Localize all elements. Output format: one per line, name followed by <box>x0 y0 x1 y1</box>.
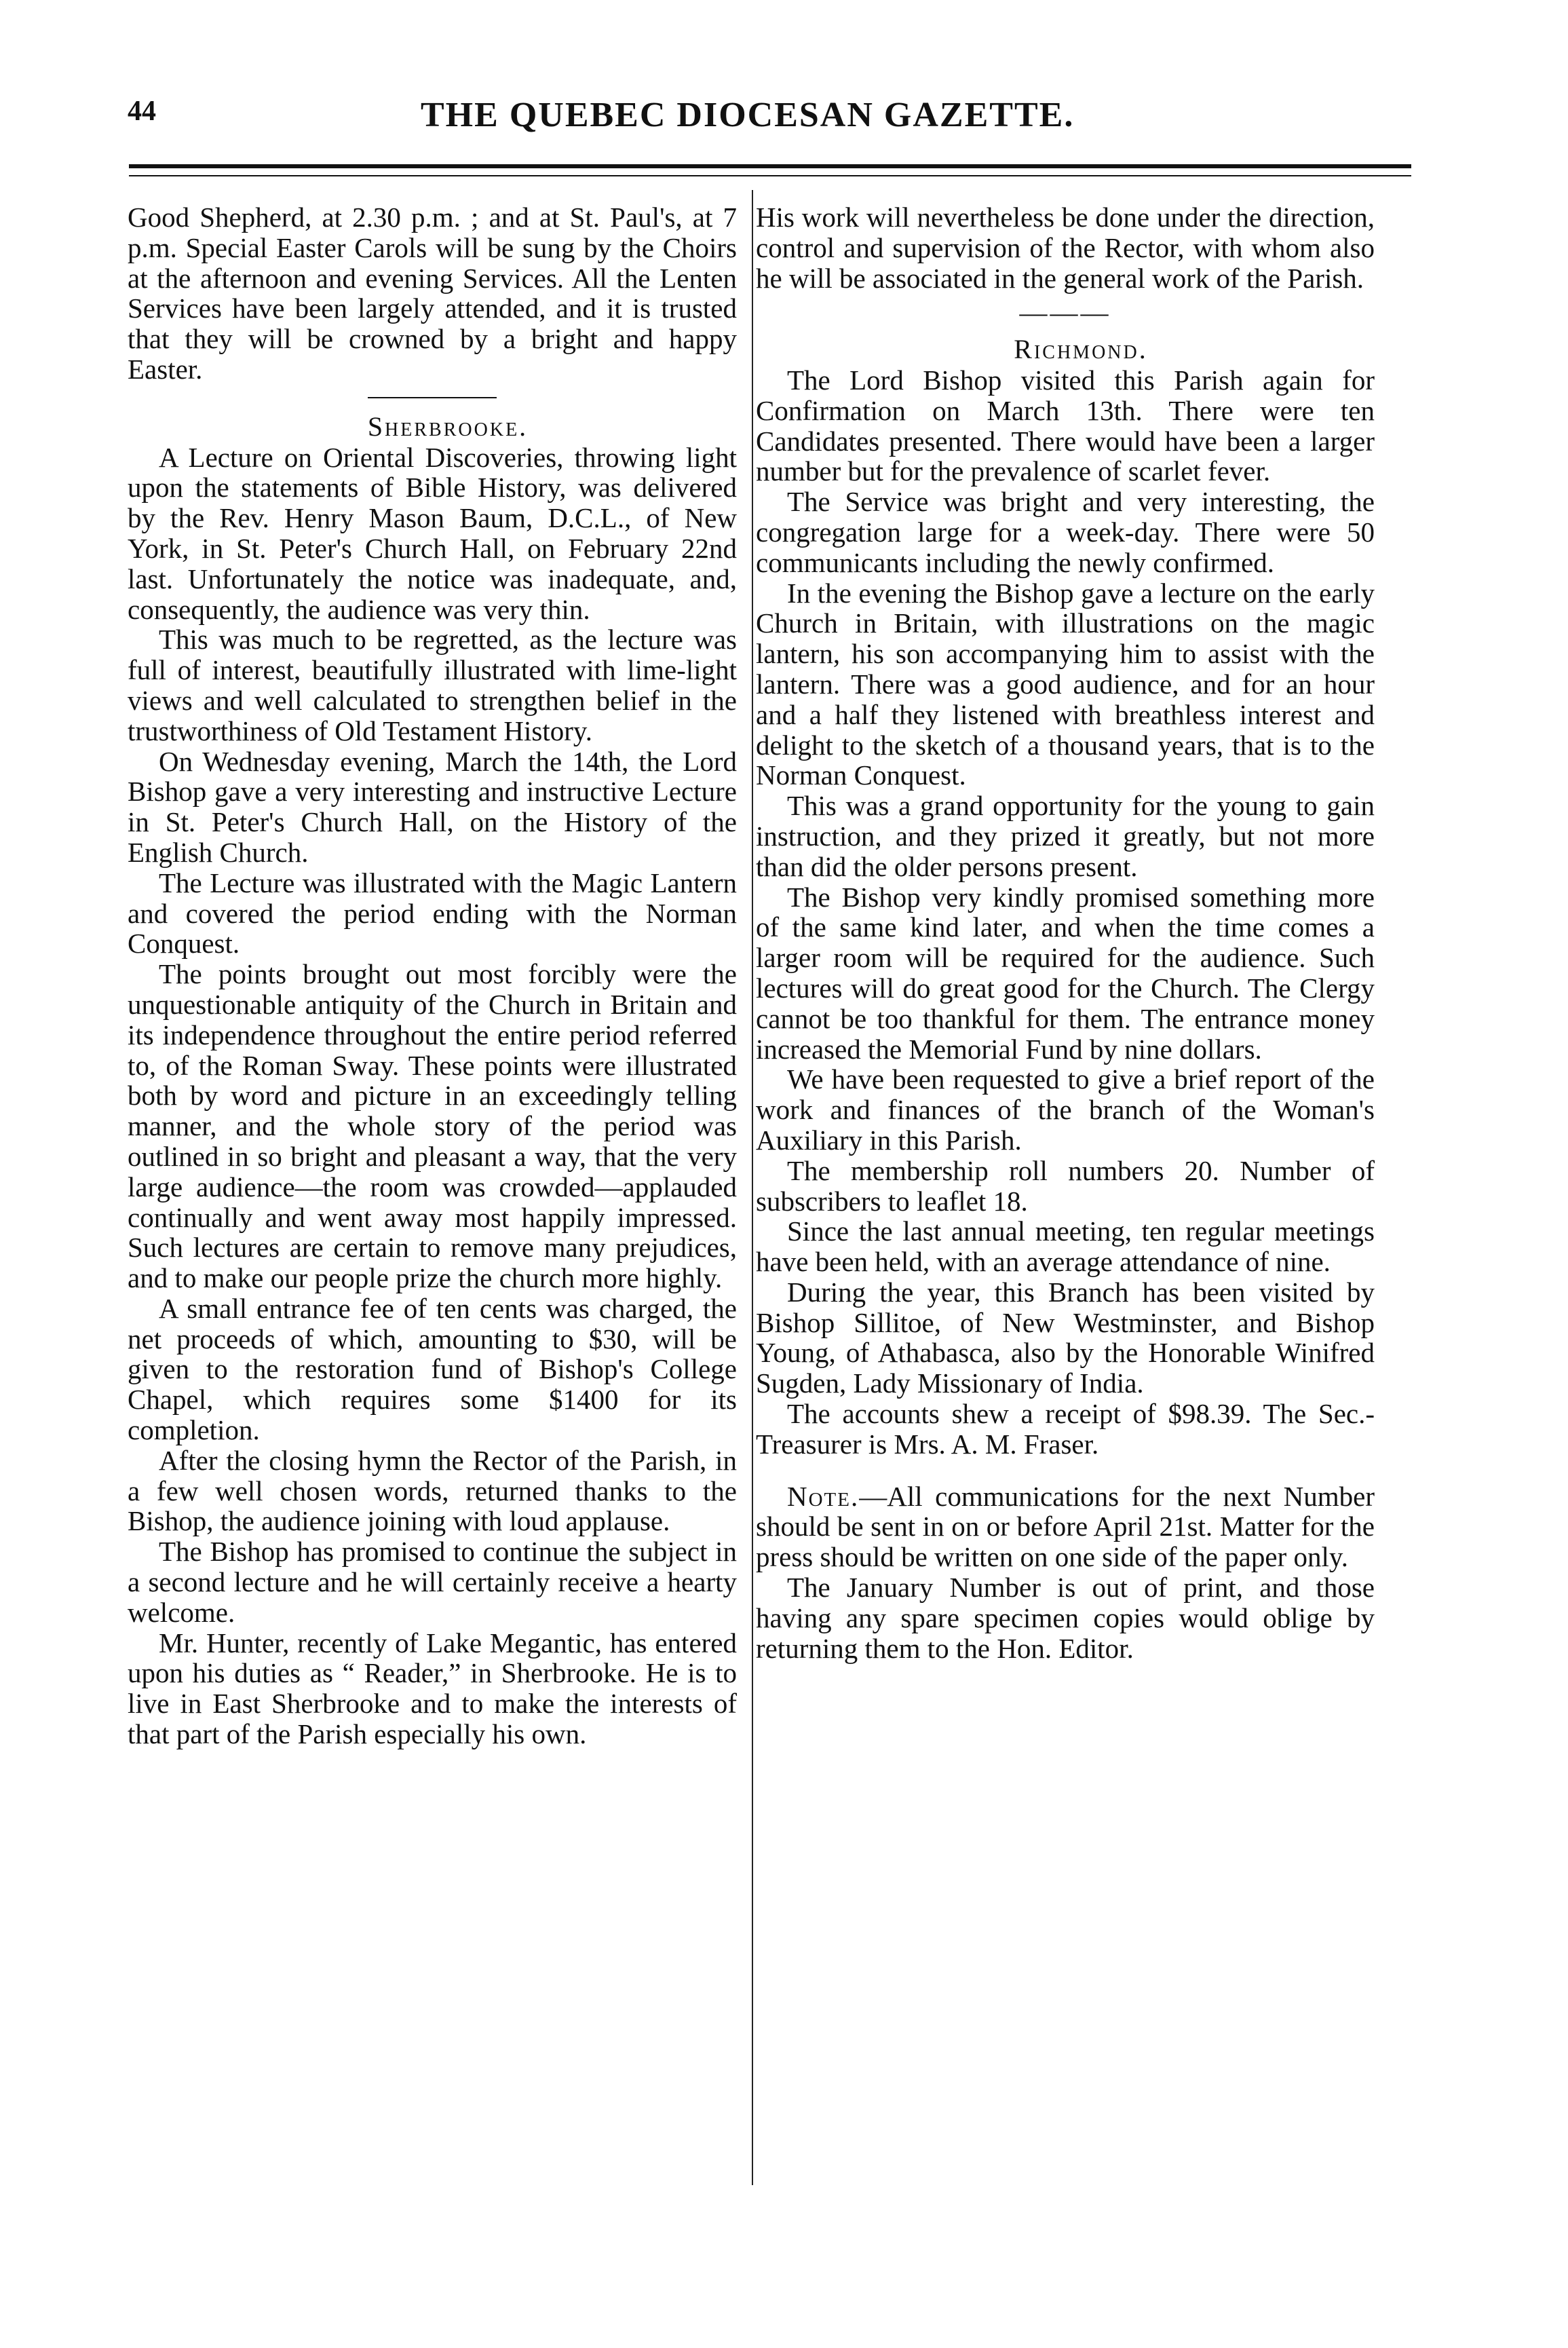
page-number: 44 <box>128 96 156 127</box>
right-paragraph-4: In the evening the Bishop gave a lecture on the early Church in Britain, with illustrations on the magic lantern, his son accompanying him to assist with the lantern. There was a good audience, and for an hour and a half they listened with breathless interest and delight to the sketch of a thousand years, that is to the Norman Conquest. <box>756 577 1375 791</box>
left-paragraph-2: A Lecture on Oriental Discoveries, throwing light upon the statements of Bible History, was delivered by the Rev. Henry Mason Baum, D.C.L., of New York, in St. Peter's Church Hall, on February 22nd last. Unfortunately the notice was inadequate, and, consequently, the audience was very thin. <box>128 441 737 625</box>
right-paragraph-7: We have been requested to give a brief report of the work and finances of the branch of the Woman's Auxiliary in this Parish. <box>756 1063 1375 1156</box>
right-paragraph-11: The accounts shew a receipt of $98.39. The Sec.-Treasurer is Mrs. A. M. Fraser. <box>756 1398 1375 1460</box>
right-paragraph-2: The Lord Bishop visited this Parish again for Confirmation on March 13th. There were ten Candidates presented. There would have been a larger number but for the prevalence of scarlet fever. <box>756 364 1375 487</box>
section-heading-richmond: Richmond. <box>1014 334 1148 365</box>
editor-note <box>756 1481 1375 1572</box>
left-paragraph-4: On Wednesday evening, March the 14th, the Lord Bishop gave a very interesting and instructive Lecture in St. Peter's Church Hall, on the History of the English Church. <box>128 745 737 868</box>
left-paragraph-1: Good Shepherd, at 2.30 p.m. ; and at St. Paul's, at 7 p.m. Special Easter Carols will be sung by the Choirs at the afternoon and evening Services. All the Lenten Services have been largely attended, and it is trusted that they will be crowned by a bright and happy Easter. <box>128 202 737 385</box>
section-separator <box>368 397 497 398</box>
left-paragraph-3: This was much to be regretted, as the lecture was full of interest, beautifully illustrated with lime-light views and well calculated to strengthen belief in the trustworthiness of Old Testament History. <box>128 624 737 746</box>
left-paragraph-6: The points brought out most forcibly were the unquestionable antiquity of the Church in Britain and its independence throughout the entire period referred to, of the Roman Sway. These points were illustrated both by word and picture in an exceedingly telling manner, and the whole story of the period was outlined in so bright and pleasant a way, that the very large audience—the room was crowded—applauded continually and went away most happily impressed. Such lectures are certain to remove many prejudices, and to make our people prize the church more highly. <box>128 958 737 1294</box>
section-heading-sherbrooke: Sherbrooke. <box>367 411 529 442</box>
note-text: —All communications for the next Number should be sent in on or before April 21st. Matter for the press should be written on one side of the paper only. <box>756 1480 1375 1573</box>
section-divider-dashes: ——— <box>1019 297 1111 328</box>
header-rule-thin <box>129 175 1411 176</box>
column-divider <box>752 190 753 2185</box>
running-title: THE QUEBEC DIOCESAN GAZETTE. <box>421 96 1075 134</box>
right-paragraph-6: The Bishop very kindly promised something more of the same kind later, and when the time comes a larger room will be required for the audience. Such lectures will do great good for the Church. The Clergy cannot be too thankful for them. The entrance money increased the Memorial Fund by nine dollars. <box>756 881 1375 1065</box>
right-paragraph-12: The January Number is out of print, and those having any spare specimen copies would oblige by returning them to the Hon. Editor. <box>756 1572 1375 1664</box>
spacer <box>756 1460 1375 1481</box>
right-paragraph-1: His work will nevertheless be done under the direction, control and supervision of the Rector, with whom also he will be associated in the general work of the Parish. <box>756 202 1375 294</box>
left-paragraph-10: Mr. Hunter, recently of Lake Megantic, has entered upon his duties as “ Reader,” in Sherbrooke. He is to live in East Sherbrooke and to make the interests of that part of the Parish especially his own. <box>128 1627 737 1750</box>
header-rule-thick <box>129 164 1411 168</box>
left-paragraph-9: The Bishop has promised to continue the subject in a second lecture and he will certainly receive a hearty welcome. <box>128 1536 737 1628</box>
note-label: Note. <box>787 1480 860 1512</box>
left-paragraph-5: The Lecture was illustrated with the Magic Lantern and covered the period ending with the Norman Conquest. <box>128 867 737 960</box>
left-column <box>128 202 737 1749</box>
right-paragraph-5: This was a grand opportunity for the young to gain instruction, and they prized it greatly, but not more than did the older persons present. <box>756 790 1375 882</box>
left-paragraph-8: After the closing hymn the Rector of the Parish, in a few well chosen words, returned thanks to the Bishop, the audience joining with loud applause. <box>128 1444 737 1537</box>
left-paragraph-7: A small entrance fee of ten cents was charged, the net proceeds of which, amounting to $30, will be given to the restoration fund of Bishop's College Chapel, which requires some $1400 for its completion. <box>128 1292 737 1446</box>
right-column <box>756 202 1375 1663</box>
right-paragraph-9: Since the last annual meeting, ten regular meetings have been held, with an average attendance of nine. <box>756 1215 1375 1278</box>
right-paragraph-3: The Service was bright and very interesting, the congregation large for a week-day. There were 50 communicants including the newly confirmed. <box>756 486 1375 578</box>
right-paragraph-10: During the year, this Branch has been visited by Bishop Sillitoe, of New Westminster, and Bishop Young, of Athabasca, also by the Honorable Winifred Sugden, Lady Missionary of India. <box>756 1276 1375 1399</box>
right-paragraph-8: The membership roll numbers 20. Number of subscribers to leaflet 18. <box>756 1154 1375 1217</box>
